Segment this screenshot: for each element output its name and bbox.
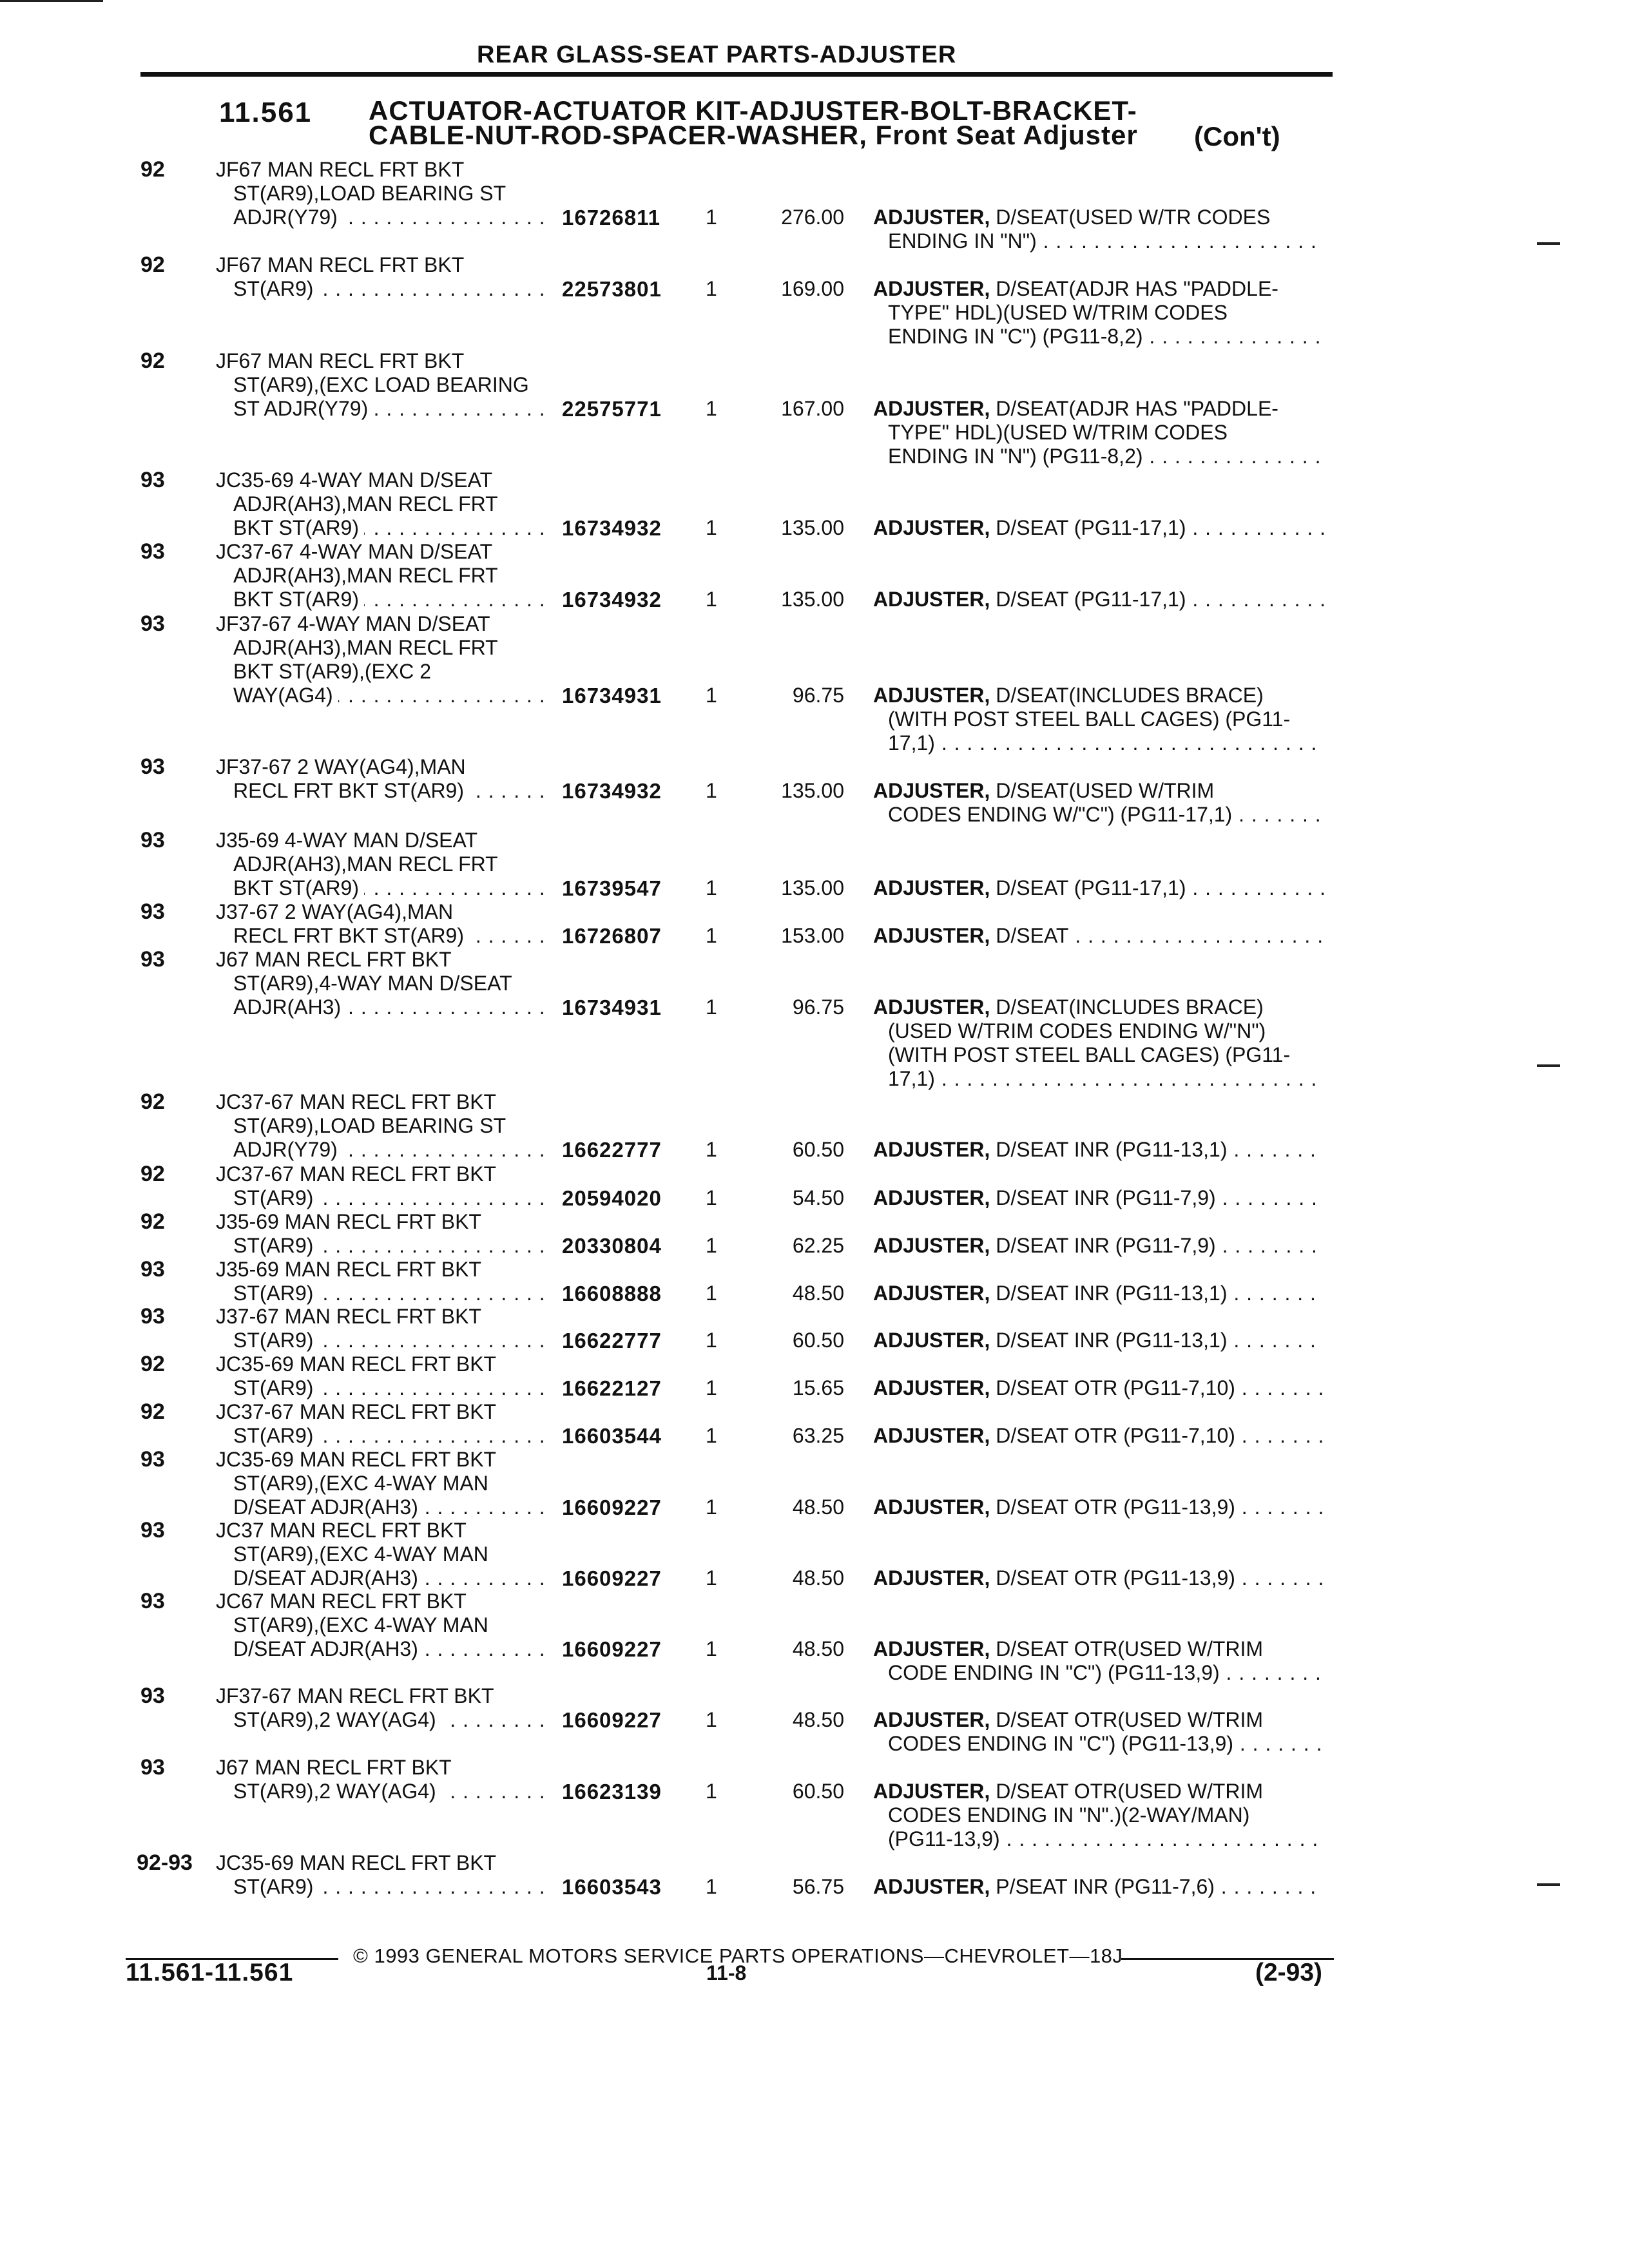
application-description: J67 MAN RECL FRT BKT [216,948,452,971]
part-description: ADJUSTER, D/SEAT OTR (PG11-7,10) . . . [873,1376,1324,1400]
part-number: 16734932 [562,779,662,803]
part-description: (WITH POST STEEL BALL CAGES) (PG11- [888,1043,1291,1066]
part-number: 16609227 [562,1708,662,1732]
part-description: ADJUSTER, D/SEAT (PG11-17,1) . . . [873,516,1324,540]
quantity: 1 [706,1376,717,1399]
figure-number: 93 [140,947,165,972]
price: 60.50 [792,1329,844,1352]
application-description: JF37-67 2 WAY(AG4),MAN [216,755,466,778]
application-description: ADJR(Y79) . . . [233,1138,552,1162]
part-description: CODES ENDING W/"C") (PG11-17,1) . . . [888,803,1324,827]
application-description: JC37-67 4-WAY MAN D/SEAT [216,540,493,563]
part-description: 17,1) . . . [888,1067,1324,1091]
price: 96.75 [792,684,844,707]
application-description: D/SEAT ADJR(AH3) . . . [233,1637,552,1661]
price: 48.50 [792,1495,844,1519]
section-number: 11.561 [219,97,313,128]
part-number: 16726807 [562,924,662,948]
footer-date: (2-93) [1255,1959,1323,1986]
figure-number: 93 [140,539,165,564]
part-description: (WITH POST STEEL BALL CAGES) (PG11- [888,707,1291,731]
quantity: 1 [706,397,717,420]
application-description: JF37-67 MAN RECL FRT BKT [216,1684,494,1707]
part-number: 16622777 [562,1329,662,1352]
price: 54.50 [792,1186,844,1209]
part-description: ADJUSTER, D/SEAT INR (PG11-7,9) . . . [873,1186,1324,1210]
application-description: JC67 MAN RECL FRT BKT [216,1590,467,1613]
part-description: ADJUSTER, D/SEAT INR (PG11-13,1) . . . [873,1329,1324,1352]
part-number: 16734931 [562,684,662,707]
figure-number: 93 [140,1755,165,1780]
part-number: 16734932 [562,588,662,611]
application-description: D/SEAT ADJR(AH3) . . . [233,1566,552,1590]
quantity: 1 [706,684,717,707]
application-description: ST(AR9) . . . [233,1282,552,1305]
application-description: ST(AR9),LOAD BEARING ST [233,182,506,205]
part-number: 20594020 [562,1186,662,1210]
quantity: 1 [706,1708,717,1731]
part-description: (USED W/TRIM CODES ENDING W/"N") [888,1019,1266,1043]
price: 60.50 [792,1138,844,1161]
figure-number: 92 [140,1090,165,1114]
part-description: (PG11-13,9) . . . [888,1827,1324,1851]
figure-number: 93 [140,1589,165,1613]
application-description: ST(AR9),(EXC 4-WAY MAN [233,1613,488,1637]
part-description: ADJUSTER, D/SEAT(INCLUDES BRACE) [873,995,1264,1019]
application-description: ST(AR9) . . . [233,1186,552,1210]
application-description: J35-69 4-WAY MAN D/SEAT [216,829,478,852]
part-number: 16603543 [562,1875,662,1899]
price: 48.50 [792,1282,844,1305]
part-description: ADJUSTER, D/SEAT(INCLUDES BRACE) [873,684,1264,707]
quantity: 1 [706,876,717,899]
part-description: ADJUSTER, D/SEAT (PG11-17,1) . . . [873,588,1324,611]
application-description: ADJR(AH3),MAN RECL FRT [233,636,498,659]
figure-number: 93 [140,828,165,852]
application-description: JC35-69 MAN RECL FRT BKT [216,1352,497,1376]
application-description: ST(AR9) . . . [233,1234,552,1258]
application-description: ST(AR9),(EXC 4-WAY MAN [233,1472,488,1495]
application-description: RECL FRT BKT ST(AR9) . . . [233,924,552,948]
part-description: ADJUSTER, D/SEAT INR (PG11-7,9) . . . [873,1234,1324,1258]
price: 153.00 [781,924,844,947]
quantity: 1 [706,1282,717,1305]
part-description: ADJUSTER, D/SEAT(ADJR HAS "PADDLE- [873,277,1278,300]
quantity: 1 [706,1234,717,1257]
part-description: ADJUSTER, D/SEAT OTR(USED W/TRIM [873,1780,1264,1803]
application-description: JC35-69 4-WAY MAN D/SEAT [216,468,493,492]
part-number: 16739547 [562,876,662,900]
part-number: 16609227 [562,1637,662,1661]
application-description: BKT ST(AR9),(EXC 2 [233,660,432,683]
quantity: 1 [706,1186,717,1209]
application-description: ST(AR9),LOAD BEARING ST [233,1114,506,1137]
figure-number: 93 [140,754,165,779]
application-description: JF67 MAN RECL FRT BKT [216,253,465,276]
part-description: ADJUSTER, D/SEAT(ADJR HAS "PADDLE- [873,397,1278,420]
application-description: ST(AR9) . . . [233,1424,552,1448]
quantity: 1 [706,206,717,229]
part-description: ADJUSTER, P/SEAT INR (PG11-7,6) . . . [873,1875,1324,1899]
quantity: 1 [706,1329,717,1352]
part-number: 16622777 [562,1138,662,1162]
part-description: ADJUSTER, D/SEAT OTR (PG11-13,9) . . . [873,1566,1324,1590]
continued-label: (Con't) [1194,121,1280,151]
price: 135.00 [781,588,844,611]
quantity: 1 [706,516,717,539]
application-description: D/SEAT ADJR(AH3) . . . [233,1495,552,1519]
application-description: J37-67 MAN RECL FRT BKT [216,1305,481,1328]
figure-number: 93 [140,1447,165,1472]
price: 56.75 [792,1875,844,1898]
price: 48.50 [792,1637,844,1660]
margin-mark [1537,1883,1560,1886]
part-description: CODE ENDING IN "C") (PG11-13,9) . . . [888,1661,1324,1685]
margin-mark [1537,1064,1560,1067]
quantity: 1 [706,1637,717,1660]
figure-number: 93 [140,468,165,492]
figure-number: 93 [140,1304,165,1329]
application-description: WAY(AG4) . . . [233,684,552,707]
quantity: 1 [706,277,717,300]
application-description: J67 MAN RECL FRT BKT [216,1756,452,1779]
application-description: ADJR(AH3),MAN RECL FRT [233,564,498,587]
quantity: 1 [706,1424,717,1447]
margin-mark [1537,242,1560,245]
figure-number: 92 [140,253,165,277]
figure-number: 92 [140,349,165,373]
part-description: ADJUSTER, D/SEAT(USED W/TRIM [873,779,1215,802]
price: 167.00 [781,397,844,420]
part-number: 16608888 [562,1282,662,1305]
section-heading-line2: CABLE-NUT-ROD-SPACER-WASHER, Front Seat Adjuster [369,120,1138,150]
figure-number: 93 [140,1684,165,1708]
part-description: CODES ENDING IN "C") (PG11-13,9) . . . [888,1732,1324,1756]
part-number: 20330804 [562,1234,662,1258]
application-description: JC37-67 MAN RECL FRT BKT [216,1400,497,1423]
application-description: RECL FRT BKT ST(AR9) . . . [233,779,552,803]
quantity: 1 [706,1875,717,1898]
section-heading-line1: ACTUATOR-ACTUATOR KIT-ADJUSTER-BOLT-BRACKET- [369,95,1137,126]
application-description: JF67 MAN RECL FRT BKT [216,158,465,181]
quantity: 1 [706,588,717,611]
part-description: ENDING IN "N") (PG11-8,2) . . . [888,445,1324,468]
price: 48.50 [792,1708,844,1731]
application-description: ADJR(Y79) . . . [233,206,552,229]
part-description: ADJUSTER, D/SEAT OTR (PG11-7,10) . . . [873,1424,1324,1448]
part-number: 16734931 [562,995,662,1019]
price: 169.00 [781,277,844,300]
application-description: J35-69 MAN RECL FRT BKT [216,1210,481,1233]
part-description: ADJUSTER, D/SEAT INR (PG11-13,1) . . . [873,1282,1324,1305]
part-description: ADJUSTER, D/SEAT INR (PG11-13,1) . . . [873,1138,1324,1162]
part-description: ADJUSTER, D/SEAT OTR (PG11-13,9) . . . [873,1495,1324,1519]
part-number: 16623139 [562,1780,662,1803]
price: 62.25 [792,1234,844,1257]
application-description: ADJR(AH3),MAN RECL FRT [233,852,498,876]
application-description: JF67 MAN RECL FRT BKT [216,349,465,372]
application-description: JC37-67 MAN RECL FRT BKT [216,1090,497,1113]
footer-section-range: 11.561-11.561 [126,1959,294,1986]
figure-number: 93 [140,611,165,636]
application-description: JF37-67 4-WAY MAN D/SEAT [216,612,490,635]
part-number: 16734932 [562,516,662,540]
price: 60.50 [792,1780,844,1803]
application-description: JC37 MAN RECL FRT BKT [216,1519,467,1542]
price: 96.75 [792,995,844,1019]
application-description: BKT ST(AR9) . . . [233,516,552,540]
part-number: 22573801 [562,277,662,301]
figure-number: 93 [140,1518,165,1542]
part-description: ENDING IN "N") . . . [888,229,1324,253]
part-number: 16603544 [562,1424,662,1448]
quantity: 1 [706,1495,717,1519]
figure-number: 93 [140,1257,165,1282]
figure-number: 92 [140,1399,165,1424]
quantity: 1 [706,1566,717,1590]
price: 63.25 [792,1424,844,1447]
part-description: CODES ENDING IN "N".)(2-WAY/MAN) [888,1803,1250,1827]
application-description: J35-69 MAN RECL FRT BKT [216,1258,481,1281]
application-description: ST(AR9),4-WAY MAN D/SEAT [233,972,512,995]
application-description: ADJR(AH3),MAN RECL FRT [233,492,498,515]
price: 135.00 [781,876,844,899]
part-description: ADJUSTER, D/SEAT(USED W/TR CODES [873,206,1271,229]
application-description: BKT ST(AR9) . . . [233,876,552,900]
figure-number: 92 [140,157,165,182]
price: 276.00 [781,206,844,229]
part-description: ADJUSTER, D/SEAT OTR(USED W/TRIM [873,1637,1264,1660]
part-description: 17,1) . . . [888,731,1324,755]
figure-number: 92 [140,1352,165,1376]
application-description: JC35-69 MAN RECL FRT BKT [216,1851,497,1874]
footer-copyright: © 1993 GENERAL MOTORS SERVICE PARTS OPERATIONS—CHEVROLET—18J [353,1945,1123,1967]
part-number: 16609227 [562,1495,662,1519]
page-title: REAR GLASS-SEAT PARTS-ADJUSTER [477,41,957,68]
application-description: ST(AR9) . . . [233,1329,552,1352]
quantity: 1 [706,995,717,1019]
footer-page-number: 11-8 [706,1961,747,1984]
application-description: BKT ST(AR9) . . . [233,588,552,611]
application-description: ST(AR9),2 WAY(AG4) . . . [233,1708,552,1732]
part-description: ADJUSTER, D/SEAT (PG11-17,1) . . . [873,876,1324,900]
part-description: ENDING IN "C") (PG11-8,2) . . . [888,325,1324,349]
application-description: JC35-69 MAN RECL FRT BKT [216,1448,497,1471]
figure-number: 92 [140,1209,165,1234]
application-description: ST(AR9) . . . [233,277,552,301]
part-number: 16622127 [562,1376,662,1400]
application-description: ST ADJR(Y79) . . . [233,397,552,421]
part-number: 16726811 [562,206,661,229]
application-description: ST(AR9),(EXC LOAD BEARING [233,373,529,396]
quantity: 1 [706,1780,717,1803]
price: 15.65 [792,1376,844,1399]
figure-number: 93 [140,899,165,924]
application-description: ST(AR9) . . . [233,1376,552,1400]
part-description: TYPE" HDL)(USED W/TRIM CODES [888,301,1228,324]
price: 48.50 [792,1566,844,1590]
part-number: 22575771 [562,397,662,421]
figure-number: 92 [140,1162,165,1186]
application-description: ST(AR9),(EXC 4-WAY MAN [233,1542,488,1566]
part-number: 16609227 [562,1566,662,1590]
application-description: ST(AR9),2 WAY(AG4) . . . [233,1780,552,1803]
application-description: J37-67 2 WAY(AG4),MAN [216,900,454,923]
quantity: 1 [706,1138,717,1161]
part-description: TYPE" HDL)(USED W/TRIM CODES [888,421,1228,444]
price: 135.00 [781,779,844,802]
application-description: ST(AR9) . . . [233,1875,552,1899]
part-description: ADJUSTER, D/SEAT OTR(USED W/TRIM [873,1708,1264,1731]
application-description: ADJR(AH3) . . . [233,995,552,1019]
application-description: JC37-67 MAN RECL FRT BKT [216,1162,497,1186]
figure-number: 92-93 [137,1850,193,1875]
price: 135.00 [781,516,844,539]
quantity: 1 [706,779,717,802]
quantity: 1 [706,924,717,947]
part-description: ADJUSTER, D/SEAT . . . [873,924,1324,948]
